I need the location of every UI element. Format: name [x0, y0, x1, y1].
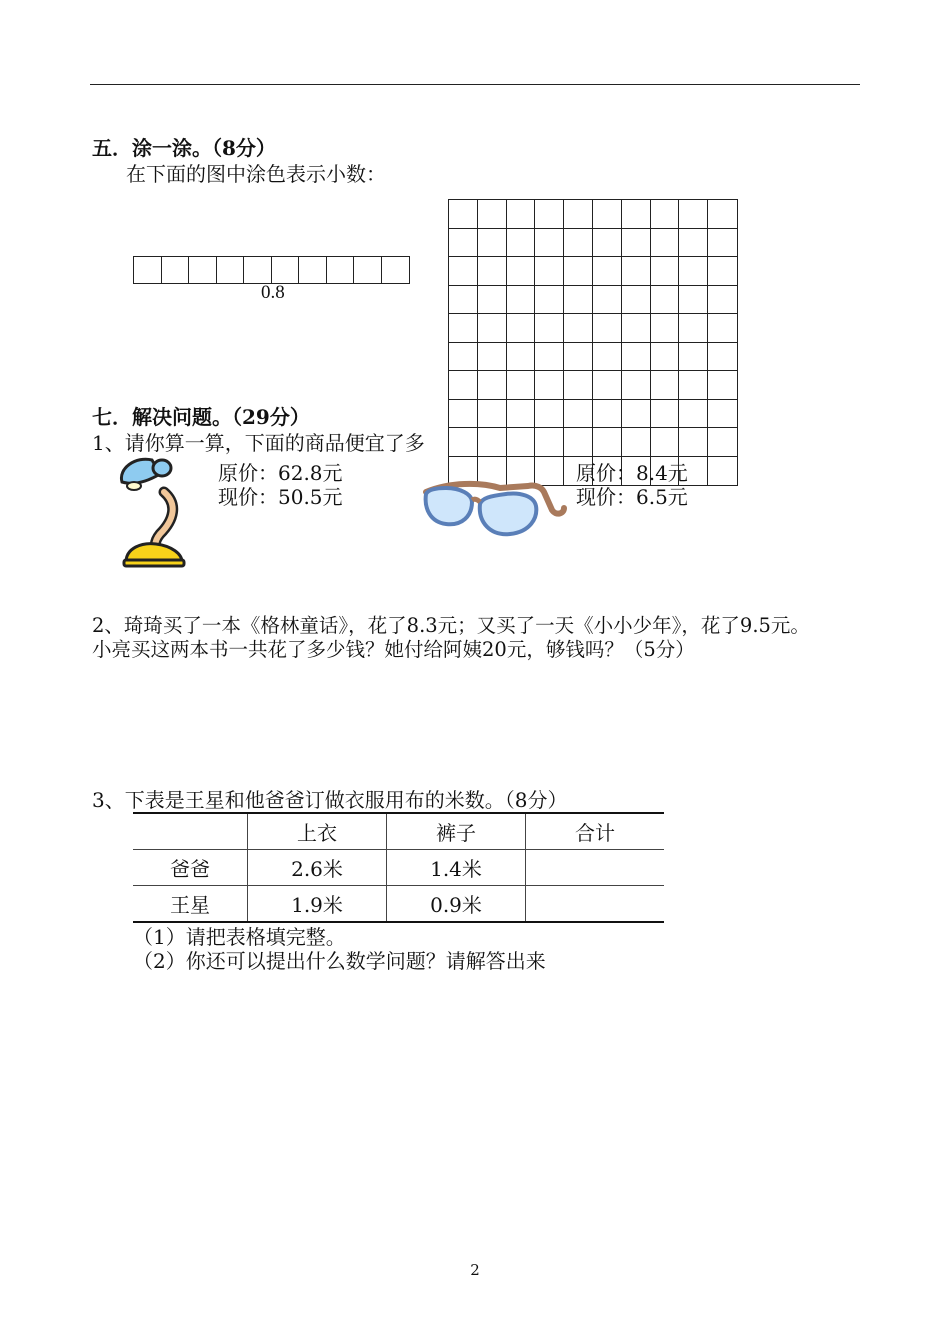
grid-cell[interactable]: [593, 314, 622, 343]
grid-cell[interactable]: [651, 229, 680, 258]
grid-cell[interactable]: [478, 200, 507, 229]
grid-cell[interactable]: [564, 428, 593, 457]
question-1-text: 1、请你算一算，下面的商品便宜了多: [92, 431, 425, 455]
grid-cell[interactable]: [651, 400, 680, 429]
grid-cell[interactable]: [564, 314, 593, 343]
grid-cell[interactable]: [507, 314, 536, 343]
grid-cell[interactable]: [593, 286, 622, 315]
table-header-row: [133, 813, 664, 850]
row-label: 王星: [133, 886, 248, 923]
glasses-current-price: 现价：6.5元: [576, 485, 688, 509]
cell-total-input[interactable]: [526, 886, 665, 923]
grid-cell[interactable]: [507, 400, 536, 429]
lamp-current-price: 现价：50.5元: [218, 485, 343, 509]
desk-lamp-icon: [112, 452, 192, 570]
grid-cell[interactable]: [651, 428, 680, 457]
grid-cell[interactable]: [622, 400, 651, 429]
grid-cell[interactable]: [593, 400, 622, 429]
grid-cell[interactable]: [651, 371, 680, 400]
grid-cell[interactable]: [679, 371, 708, 400]
header-cell-trousers: 裤子: [387, 813, 526, 850]
cell-jacket: 1.9米: [248, 886, 387, 923]
grid-cell[interactable]: [651, 314, 680, 343]
grid-cell[interactable]: [679, 343, 708, 372]
header-cell-jacket: 上衣: [248, 813, 387, 850]
grid-cell[interactable]: [564, 257, 593, 286]
grid-cell[interactable]: [449, 428, 478, 457]
question-2-line-2: 小亮买这两本书一共花了多少钱？她付给阿姨20元，够钱吗？（5分）: [92, 638, 695, 661]
grid-cell[interactable]: [708, 400, 737, 429]
grid-cell[interactable]: [679, 286, 708, 315]
grid-cell[interactable]: [535, 229, 564, 258]
grid-cell[interactable]: [651, 257, 680, 286]
grid-cell[interactable]: [535, 371, 564, 400]
grid-cell[interactable]: [478, 371, 507, 400]
cell-trousers: 0.9米: [387, 886, 526, 923]
hundred-grid[interactable]: [448, 199, 738, 486]
grid-cell[interactable]: [449, 257, 478, 286]
row-label: 爸爸: [133, 850, 248, 886]
page-number: 2: [470, 1261, 480, 1279]
grid-cell[interactable]: [478, 428, 507, 457]
grid-cell[interactable]: [535, 200, 564, 229]
grid-cell[interactable]: [593, 428, 622, 457]
glasses-original-price: 原价：8.4元: [576, 461, 688, 485]
grid-cell[interactable]: [622, 371, 651, 400]
grid-cell[interactable]: [564, 229, 593, 258]
section-7-title: 七．解决问题。（29分）: [92, 405, 310, 429]
cell-jacket: 2.6米: [248, 850, 387, 886]
glasses-icon: [420, 478, 570, 552]
grid-cell[interactable]: [622, 286, 651, 315]
lamp-original-price: 原价：62.8元: [218, 461, 343, 485]
grid-cell[interactable]: [449, 200, 478, 229]
grid-cell[interactable]: [708, 371, 737, 400]
grid-cell[interactable]: [478, 314, 507, 343]
grid-cell[interactable]: [622, 200, 651, 229]
grid-cell[interactable]: [622, 314, 651, 343]
grid-cell[interactable]: [708, 286, 737, 315]
table-row: [133, 850, 664, 886]
strip-label: 0.8: [261, 282, 285, 303]
grid-cell[interactable]: [564, 286, 593, 315]
grid-cell[interactable]: [478, 400, 507, 429]
grid-cell[interactable]: [708, 343, 737, 372]
grid-cell[interactable]: [449, 229, 478, 258]
grid-cell[interactable]: [708, 314, 737, 343]
table-row: [133, 886, 664, 923]
grid-cell[interactable]: [535, 343, 564, 372]
grid-cell[interactable]: [564, 371, 593, 400]
grid-cell[interactable]: [593, 371, 622, 400]
grid-cell[interactable]: [564, 200, 593, 229]
grid-cell[interactable]: [679, 257, 708, 286]
grid-cell[interactable]: [708, 200, 737, 229]
grid-cell[interactable]: [478, 343, 507, 372]
grid-cell[interactable]: [593, 229, 622, 258]
grid-cell[interactable]: [507, 229, 536, 258]
grid-cell[interactable]: [478, 229, 507, 258]
grid-cell[interactable]: [593, 343, 622, 372]
decimal-strip[interactable]: [133, 256, 410, 284]
grid-cell[interactable]: [651, 200, 680, 229]
grid-cell[interactable]: [679, 229, 708, 258]
grid-cell[interactable]: [622, 343, 651, 372]
grid-cell[interactable]: [535, 314, 564, 343]
grid-cell[interactable]: [708, 428, 737, 457]
grid-cell[interactable]: [593, 257, 622, 286]
grid-cell[interactable]: [622, 257, 651, 286]
question-3-title: 3、下表是王星和他爸爸订做衣服用布的米数。（8分）: [92, 788, 568, 812]
section-5-title: 五．涂一涂。（8分）: [92, 136, 276, 160]
grid-cell[interactable]: [507, 286, 536, 315]
grid-cell[interactable]: [449, 343, 478, 372]
header-cell-empty: [133, 813, 248, 850]
grid-cell[interactable]: [535, 257, 564, 286]
cell-total-input[interactable]: [526, 850, 665, 886]
grid-cell[interactable]: [449, 314, 478, 343]
question-2-line-1: 2、琦琦买了一本《格林童话》，花了8.3元；又买了一天《小小少年》，花了9.5元。: [92, 614, 810, 637]
grid-cell[interactable]: [507, 343, 536, 372]
grid-cell[interactable]: [679, 314, 708, 343]
header-rule: [90, 84, 860, 85]
grid-cell[interactable]: [564, 343, 593, 372]
grid-cell[interactable]: [651, 286, 680, 315]
grid-cell[interactable]: [679, 428, 708, 457]
grid-cell[interactable]: [679, 200, 708, 229]
header-cell-total: 合计: [526, 813, 665, 850]
grid-cell[interactable]: [564, 400, 593, 429]
grid-cell[interactable]: [478, 286, 507, 315]
grid-cell[interactable]: [708, 257, 737, 286]
grid-cell[interactable]: [535, 400, 564, 429]
grid-cell[interactable]: [449, 371, 478, 400]
grid-cell[interactable]: [449, 286, 478, 315]
grid-cell[interactable]: [593, 200, 622, 229]
grid-cell[interactable]: [622, 428, 651, 457]
grid-cell[interactable]: [622, 229, 651, 258]
grid-cell[interactable]: [535, 428, 564, 457]
grid-cell[interactable]: [507, 200, 536, 229]
grid-cell[interactable]: [708, 229, 737, 258]
question-3-sub-1: （1）请把表格填完整。: [133, 925, 346, 949]
grid-cell[interactable]: [651, 343, 680, 372]
grid-cell[interactable]: [507, 428, 536, 457]
grid-cell[interactable]: [679, 400, 708, 429]
grid-cell[interactable]: [708, 457, 737, 486]
grid-cell[interactable]: [507, 371, 536, 400]
grid-cell[interactable]: [507, 257, 536, 286]
question-3-sub-2: （2）你还可以提出什么数学问题？请解答出来: [133, 949, 546, 973]
section-5-instruction: 在下面的图中涂色表示小数：: [126, 162, 386, 186]
grid-cell[interactable]: [449, 400, 478, 429]
cell-trousers: 1.4米: [387, 850, 526, 886]
grid-cell[interactable]: [535, 286, 564, 315]
grid-cell[interactable]: [478, 257, 507, 286]
fabric-table: [133, 812, 664, 923]
